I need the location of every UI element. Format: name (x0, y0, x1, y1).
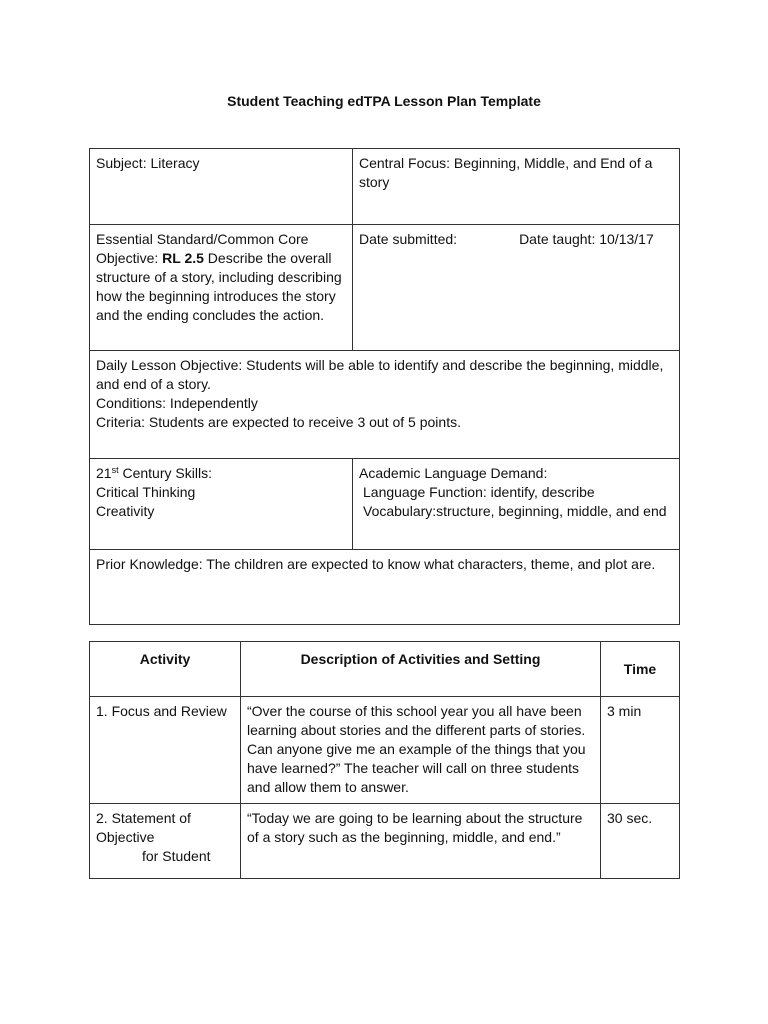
document-title: Student Teaching edTPA Lesson Plan Template (227, 93, 541, 109)
skills-heading-text: Century Skills: (118, 465, 212, 481)
vocabulary-text: Vocabulary:structure, beginning, middle, and end (363, 503, 667, 519)
lesson-plan-table (89, 148, 680, 625)
activity-header: Activity (90, 642, 241, 697)
subject-text: Subject: Literacy (96, 155, 200, 171)
description-cell (241, 697, 601, 804)
date-submitted-label: Date submitted: (359, 231, 458, 247)
standard-text: Describe the overall structure of a story, including describing how the beginning introduces the story and the ending concludes the action. (96, 250, 342, 323)
activity-line: for Student (142, 848, 211, 864)
daily-objective-cell (90, 351, 680, 459)
activity-line: 2. Statement of (96, 810, 191, 826)
table-row (90, 459, 680, 550)
activity-cell: 1. Focus and Review (90, 697, 241, 804)
time-cell: 3 min (601, 697, 680, 804)
table-row (90, 149, 680, 225)
skills-heading (96, 464, 346, 483)
dates-cell (353, 225, 680, 351)
description-text: “Today we are going to be learning about the structure of a story such as the beginning, middle, and end.” (247, 810, 583, 845)
table-row (90, 550, 680, 625)
skill-item: Critical Thinking (96, 484, 196, 500)
activity-cell (90, 804, 241, 879)
academic-heading: Academic Language Demand: (359, 465, 548, 481)
table-row (90, 804, 680, 879)
activities-table (89, 641, 680, 879)
skill-item: Creativity (96, 503, 155, 519)
daily-objective-text: Daily Lesson Objective: Students will be able to identify and describe the beginning, middle, and end of a story. (96, 357, 664, 392)
date-taught-text: Date taught: 10/13/17 (519, 231, 654, 247)
prior-knowledge-cell (90, 550, 680, 625)
time-header: Time (601, 642, 680, 697)
table-row (90, 225, 680, 351)
standard-code: RL 2.5 (162, 250, 204, 266)
table-row (90, 351, 680, 459)
standard-cell (90, 225, 353, 351)
activity-line: Objective (96, 829, 155, 845)
description-cell (241, 804, 601, 879)
skills-cell (90, 459, 353, 550)
description-header: Description of Activities and Setting (241, 642, 601, 697)
description-text: “Over the course of this school year you all have been learning about stories and the different parts of stories. Can anyone give me an example of the things that you have learned?” The teacher will call on three students and allow them to answer. (247, 703, 586, 795)
table-row (90, 697, 680, 804)
skills-suffix: st (111, 465, 119, 475)
criteria-text: Criteria: Students are expected to receive 3 out of 5 points. (96, 414, 461, 430)
central-focus-cell (353, 149, 680, 225)
prior-knowledge-text: Prior Knowledge: The children are expected to know what characters, theme, and plot are. (96, 556, 656, 572)
standard-prefix: Essential Standard/Common Core Objective: (96, 231, 309, 266)
subject-cell (90, 149, 353, 225)
language-function-text: Language Function: identify, describe (363, 484, 595, 500)
skills-number: 21 (96, 465, 112, 481)
conditions-text: Conditions: Independently (96, 395, 258, 411)
table-header-row (90, 642, 680, 697)
time-cell: 30 sec. (601, 804, 680, 879)
academic-language-cell (353, 459, 680, 550)
central-focus-text: Central Focus: Beginning, Middle, and End of a story (359, 155, 653, 190)
